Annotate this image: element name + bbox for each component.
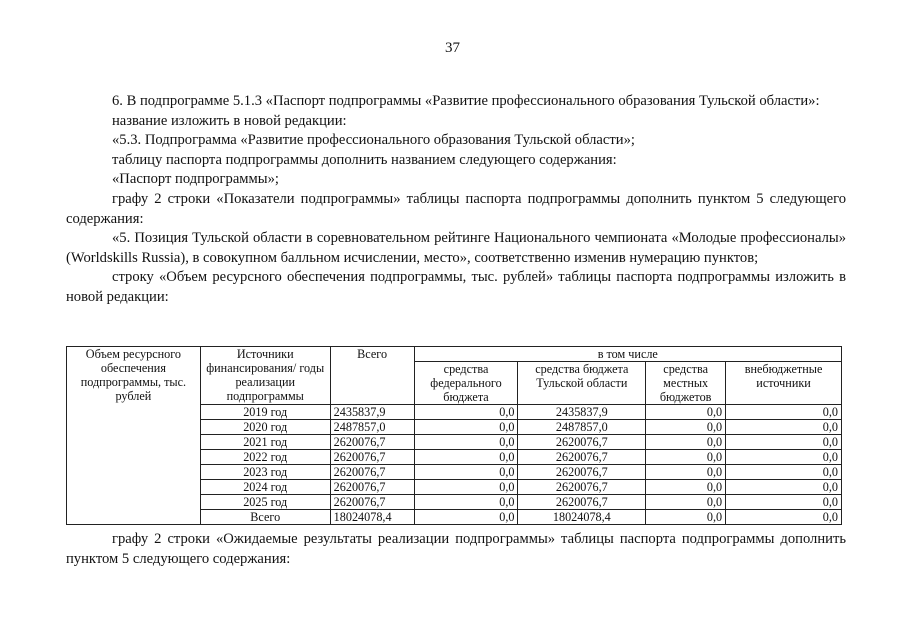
cell-local: 0,0 <box>646 435 726 450</box>
cell-extra: 0,0 <box>726 480 842 495</box>
paragraph-resources: строку «Объем ресурсного обеспечения подпрограммы, тыс. рублей» таблицы паспорта подпрограммы изложить в новой редакции: <box>66 269 846 305</box>
cell-extra: 0,0 <box>726 465 842 480</box>
cell-regional: 2620076,7 <box>518 435 646 450</box>
cell-total: 2620076,7 <box>330 450 414 465</box>
paragraph-item-6: 6. В подпрограмме 5.1.3 «Паспорт подпрограммы «Развитие профессионального образования Тульской области»: <box>112 93 820 109</box>
header-resource-volume: Объем ресурсного обеспечения подпрограммы, тыс. рублей <box>67 347 201 525</box>
cell-local: 0,0 <box>646 510 726 525</box>
cell-year: 2020 год <box>200 420 330 435</box>
cell-local: 0,0 <box>646 405 726 420</box>
paragraph-new-title: «5.3. Подпрограмма «Развитие профессионального образования Тульской области»; <box>112 132 635 149</box>
cell-year: 2023 год <box>200 465 330 480</box>
cell-regional: 2620076,7 <box>518 495 646 510</box>
header-regional: средства бюджета Тульской области <box>518 362 646 405</box>
cell-extra: 0,0 <box>726 510 842 525</box>
cell-total: 2620076,7 <box>330 465 414 480</box>
cell-total: 2435837,9 <box>330 405 414 420</box>
header-total: Всего <box>330 347 414 405</box>
resource-table <box>66 346 842 525</box>
header-federal: средства федерального бюджета <box>414 362 518 405</box>
closing-text <box>66 530 846 569</box>
cell-year: 2024 год <box>200 480 330 495</box>
cell-local: 0,0 <box>646 480 726 495</box>
paragraph-expected-results: графу 2 строки «Ожидаемые результаты реализации подпрограммы» таблицы паспорта подпрограммы дополнить пунктом 5 следующего содержания: <box>66 531 846 567</box>
header-extrabudget: внебюджетные источники <box>726 362 842 405</box>
cell-extra: 0,0 <box>726 405 842 420</box>
page-number: 37 <box>445 40 460 56</box>
cell-regional: 2620076,7 <box>518 465 646 480</box>
cell-total: 2487857,0 <box>330 420 414 435</box>
body-text <box>66 92 846 308</box>
cell-total: 18024078,4 <box>330 510 414 525</box>
cell-federal: 0,0 <box>414 435 518 450</box>
paragraph-passport: «Паспорт подпрограммы»; <box>112 171 279 188</box>
cell-extra: 0,0 <box>726 420 842 435</box>
paragraph-rename: название изложить в новой редакции: <box>112 112 347 129</box>
cell-federal: 0,0 <box>414 405 518 420</box>
cell-regional: 2487857,0 <box>518 420 646 435</box>
cell-regional: 2435837,9 <box>518 405 646 420</box>
cell-federal: 0,0 <box>414 420 518 435</box>
header-local: средства местных бюджетов <box>646 362 726 405</box>
cell-total: 2620076,7 <box>330 435 414 450</box>
cell-year: Всего <box>200 510 330 525</box>
cell-regional: 2620076,7 <box>518 450 646 465</box>
paragraph-indicators: графу 2 строки «Показатели подпрограммы» таблицы паспорта подпрограммы дополнить пунктом 5 следующего содержания: <box>66 190 846 227</box>
cell-year: 2021 год <box>200 435 330 450</box>
cell-federal: 0,0 <box>414 465 518 480</box>
cell-local: 0,0 <box>646 450 726 465</box>
cell-extra: 0,0 <box>726 450 842 465</box>
paragraph-worldskills: «5. Позиция Тульской области в соревновательном рейтинге Национального чемпионата «Молодые профессионалы» (Worldskills Russia), в совокупном балльном исчислении, место», соответственно изменив нумерацию пунктов; <box>66 230 846 266</box>
cell-local: 0,0 <box>646 420 726 435</box>
cell-local: 0,0 <box>646 495 726 510</box>
cell-extra: 0,0 <box>726 495 842 510</box>
cell-regional: 2620076,7 <box>518 480 646 495</box>
cell-federal: 0,0 <box>414 495 518 510</box>
paragraph-table-title: таблицу паспорта подпрограммы дополнить названием следующего содержания: <box>112 151 617 168</box>
cell-federal: 0,0 <box>414 510 518 525</box>
cell-year: 2022 год <box>200 450 330 465</box>
header-sources: Источники финансирования/ годы реализации подпрограммы <box>200 347 330 405</box>
cell-extra: 0,0 <box>726 435 842 450</box>
cell-year: 2025 год <box>200 495 330 510</box>
cell-year: 2019 год <box>200 405 330 420</box>
cell-federal: 0,0 <box>414 480 518 495</box>
cell-federal: 0,0 <box>414 450 518 465</box>
cell-regional: 18024078,4 <box>518 510 646 525</box>
cell-total: 2620076,7 <box>330 495 414 510</box>
header-including: в том числе <box>414 347 841 362</box>
cell-total: 2620076,7 <box>330 480 414 495</box>
cell-local: 0,0 <box>646 465 726 480</box>
